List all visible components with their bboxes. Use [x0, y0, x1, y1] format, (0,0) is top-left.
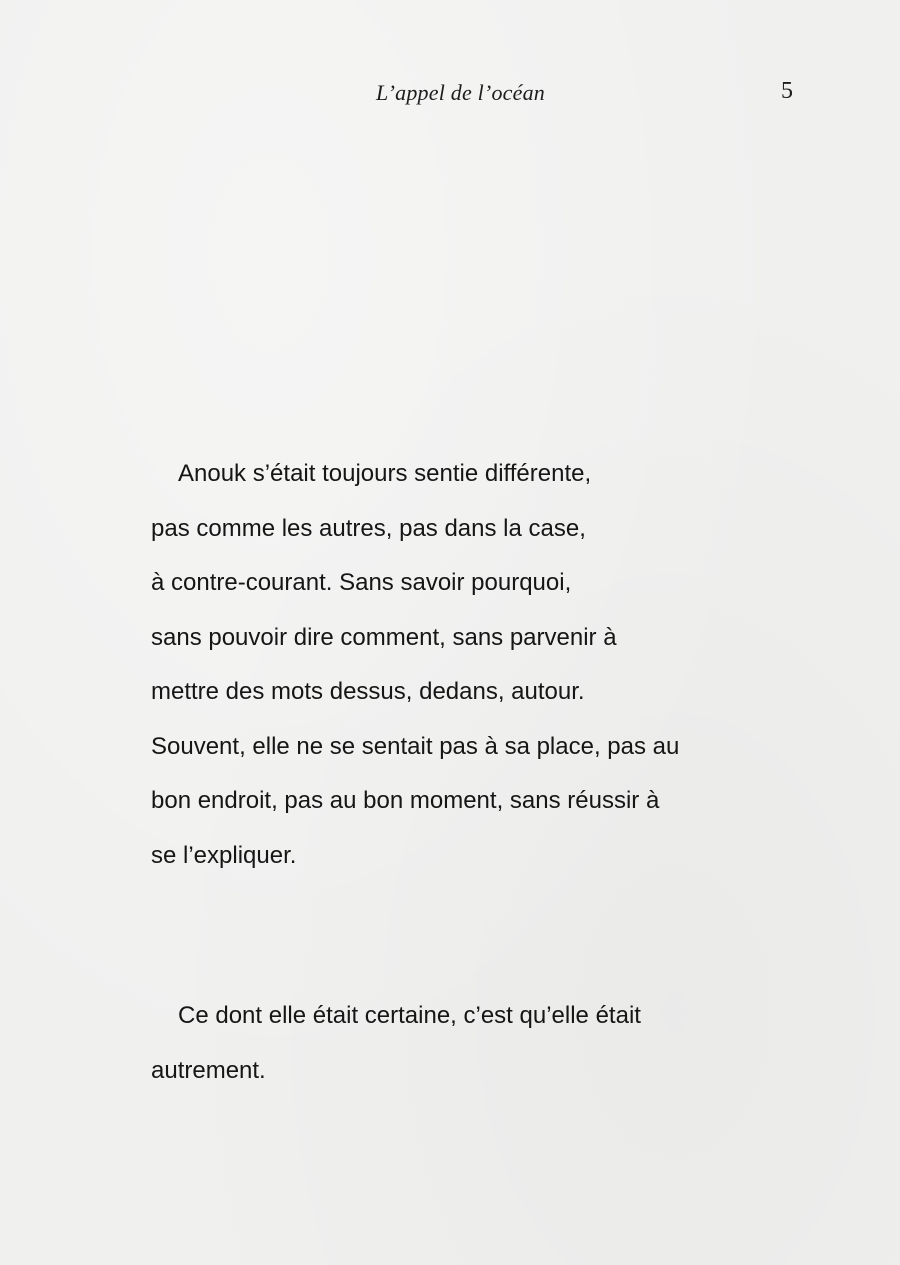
text-line: sans pouvoir dire comment, sans parvenir à — [151, 623, 617, 651]
text-line: Anouk s’était toujours sentie différente, — [178, 460, 592, 487]
page-number: 5 — [781, 78, 793, 104]
paragraph-2 — [151, 989, 811, 1098]
text-line: à contre-courant. Sans savoir pourquoi, — [151, 569, 572, 596]
text-line: autrement. — [151, 1056, 266, 1084]
running-title: L’appel de l’océan — [376, 80, 545, 105]
text-line: se l’expliquer. — [151, 841, 297, 869]
text-line: bon endroit, pas au bon moment, sans réussir à — [151, 787, 660, 814]
text-line: mettre des mots dessus, dedans, autour. — [151, 678, 585, 705]
text-line: Souvent, elle ne se sentait pas à sa place, pas au — [151, 732, 680, 760]
text-line: pas comme les autres, pas dans la case, — [151, 514, 586, 542]
paragraph-1 — [151, 447, 811, 883]
text-line: Ce dont elle était certaine, c’est qu’elle était — [178, 1002, 641, 1029]
